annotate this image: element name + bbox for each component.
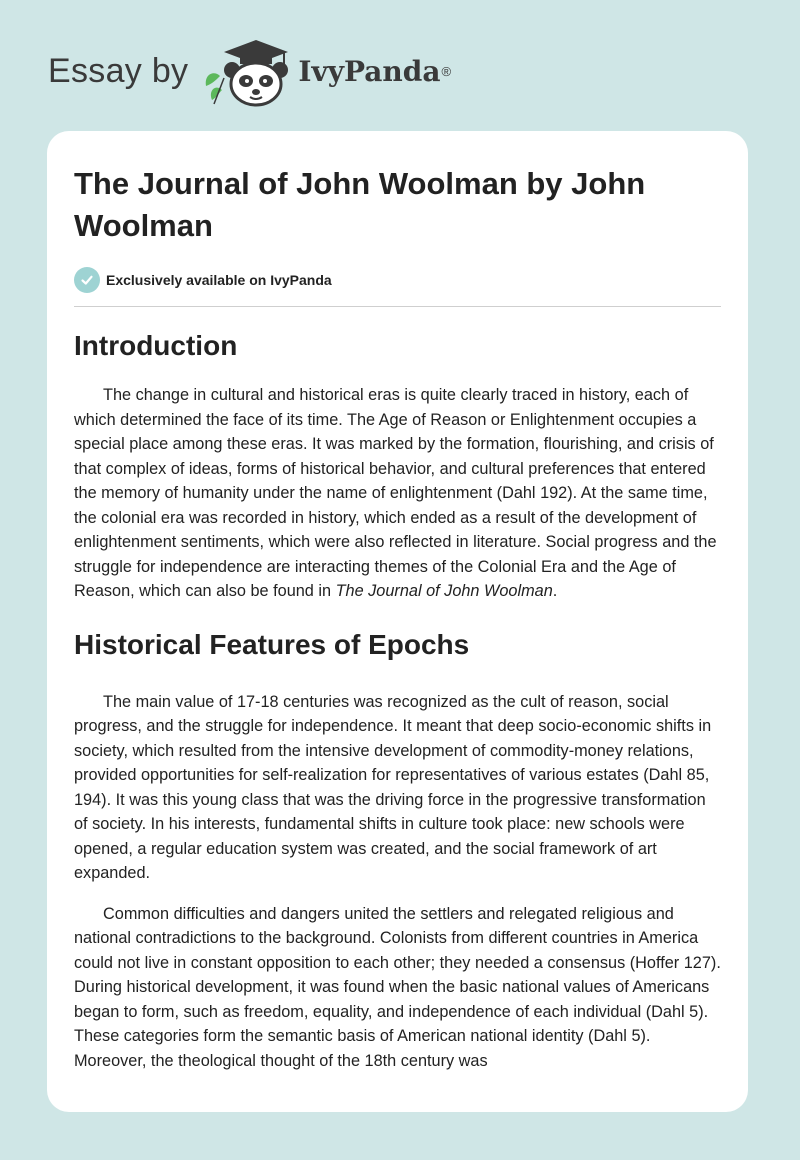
panda-graduate-icon [202,34,294,108]
essay-card [47,131,748,1112]
section-heading-historical-features: Historical Features of Epochs [74,628,470,660]
exclusive-badge [74,267,721,293]
essay-title: The Journal of John Woolman by John Woolman [74,166,646,243]
brand-prefix: Essay by [48,51,189,90]
paragraph-historical-2: Common difficulties and dangers united the settlers and relegated religious and national contradictions to the background. Colonists from different countries in America could not live in constant opposition to each other; they needed a consensus (Hoffer 127). During historical development, it was found when the basic national values of Americans began to form, such as freedom, equality, and independence of each individual (Dahl 5). These categories form the semantic basis of American national identity (Dahl 5). Moreover, the theological thought of the 18th century was [74,904,721,1070]
brand-header[interactable] [48,34,451,108]
brand-name: IvyPanda [298,54,441,88]
essay-content [74,163,721,1073]
paragraph-tail: . [552,582,558,600]
paragraph-introduction [74,383,721,604]
badge-text: Exclusively available on IvyPanda [106,272,332,288]
registered-mark: ® [441,63,452,79]
journal-title-italic: The Journal of John Woolman [335,582,553,600]
divider [74,306,721,307]
paragraph-text: The change in cultural and historical eras is quite clearly traced in history, each of which determined the face of its time. The Age of Reason or Enlightenment occupies a special place among these eras. It was marked by the formation, flourishing, and crisis of that complex of ideas, forms of historical behavior, and cultural preferences that entered the memory of humanity under the name of enlightenment (Dahl 192). At the same time, the colonial era was recorded in history, which ended as a result of the development of enlightenment sentiments, which were also reflected in literature. Social progress and the struggle for independence are interacting themes of the Colonial Era and the Age of Reason, which can also be found in [74,386,717,600]
check-icon [74,267,100,293]
paragraph-historical-1: The main value of 17-18 centuries was recognized as the cult of reason, social progress, and the struggle for independence. It meant that deep socio-economic shifts in society, which resulted from the intensive development of commodity-money relations, provided opportunities for self-realization for representatives of various estates (Dahl 85, 194). It was this young class that was the driving force in the progressive transformation of society. In his interests, fundamental shifts in culture took place: new schools were opened, a regular education system was created, and the social framework of art expanded. [74,692,712,882]
section-heading-introduction: Introduction [74,330,238,361]
